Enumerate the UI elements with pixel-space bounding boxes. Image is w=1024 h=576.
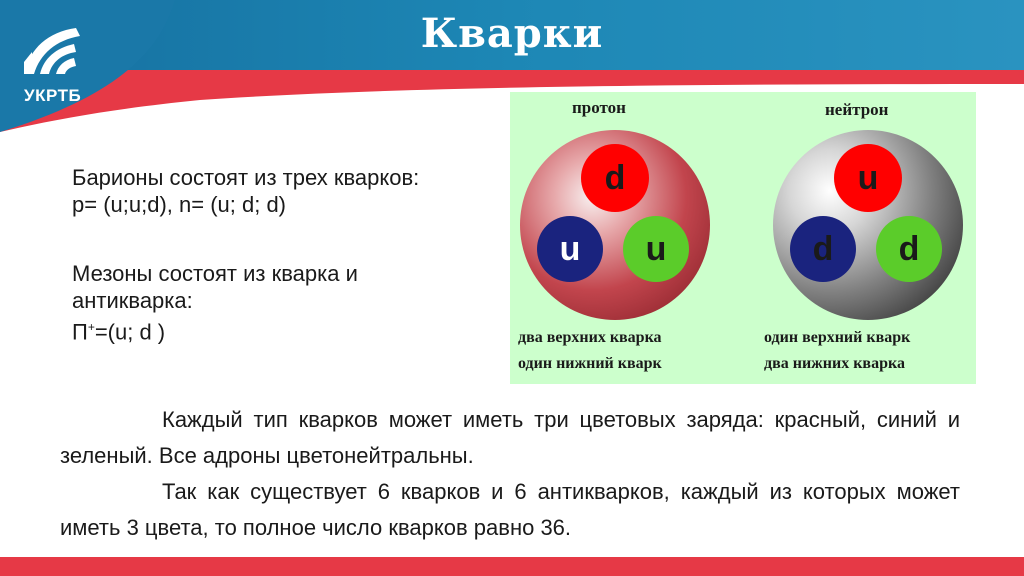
quark-figure bbox=[510, 92, 976, 384]
neutron-quark-left: d bbox=[790, 216, 856, 282]
page-title: Кварки bbox=[420, 10, 604, 57]
paragraph-quark-count: Так как существует 6 кварков и 6 антикварков, каждый из которых может иметь 3 цвета, то полное число кварков равно 36. bbox=[60, 479, 960, 540]
logo-text: УКРТБ bbox=[24, 86, 82, 105]
proton-caption-1: два верхних кварка bbox=[518, 329, 662, 346]
neutron-title: нейтрон bbox=[825, 100, 889, 119]
paragraph-color-charges: Каждый тип кварков может иметь три цветовых заряда: красный, синий и зеленый. Все адроны цветонейтральны. bbox=[60, 407, 960, 468]
baryons-line-2: p= (u;u;d), n= (u; d; d) bbox=[72, 192, 287, 217]
proton-quark-right: u bbox=[623, 216, 689, 282]
baryons-text bbox=[72, 164, 419, 218]
proton-quark-top: d bbox=[581, 144, 649, 212]
proton-title: протон bbox=[572, 98, 626, 117]
mesons-line-1: Мезоны состоят из кварка и bbox=[72, 261, 358, 286]
mesons-line-2: антикварка: bbox=[72, 288, 193, 313]
neutron-caption-1: один верхний кварк bbox=[764, 329, 911, 346]
bottom-accent-bar bbox=[0, 557, 1024, 576]
neutron-quark-top: u bbox=[834, 144, 902, 212]
logo-icon bbox=[18, 22, 88, 82]
mesons-line-3-prefix: П bbox=[72, 319, 88, 345]
proton-caption-2: один нижний кварк bbox=[518, 355, 662, 372]
mesons-text bbox=[72, 260, 358, 345]
mesons-line-3-suffix: =(u; d ) bbox=[94, 319, 166, 345]
neutron-caption-2: два нижних кварка bbox=[764, 355, 905, 372]
neutron-quark-right: d bbox=[876, 216, 942, 282]
mesons-line-3-sup: + bbox=[87, 320, 95, 334]
proton-quark-left: u bbox=[537, 216, 603, 282]
baryons-line-1: Барионы состоят из трех кварков: bbox=[72, 165, 420, 190]
